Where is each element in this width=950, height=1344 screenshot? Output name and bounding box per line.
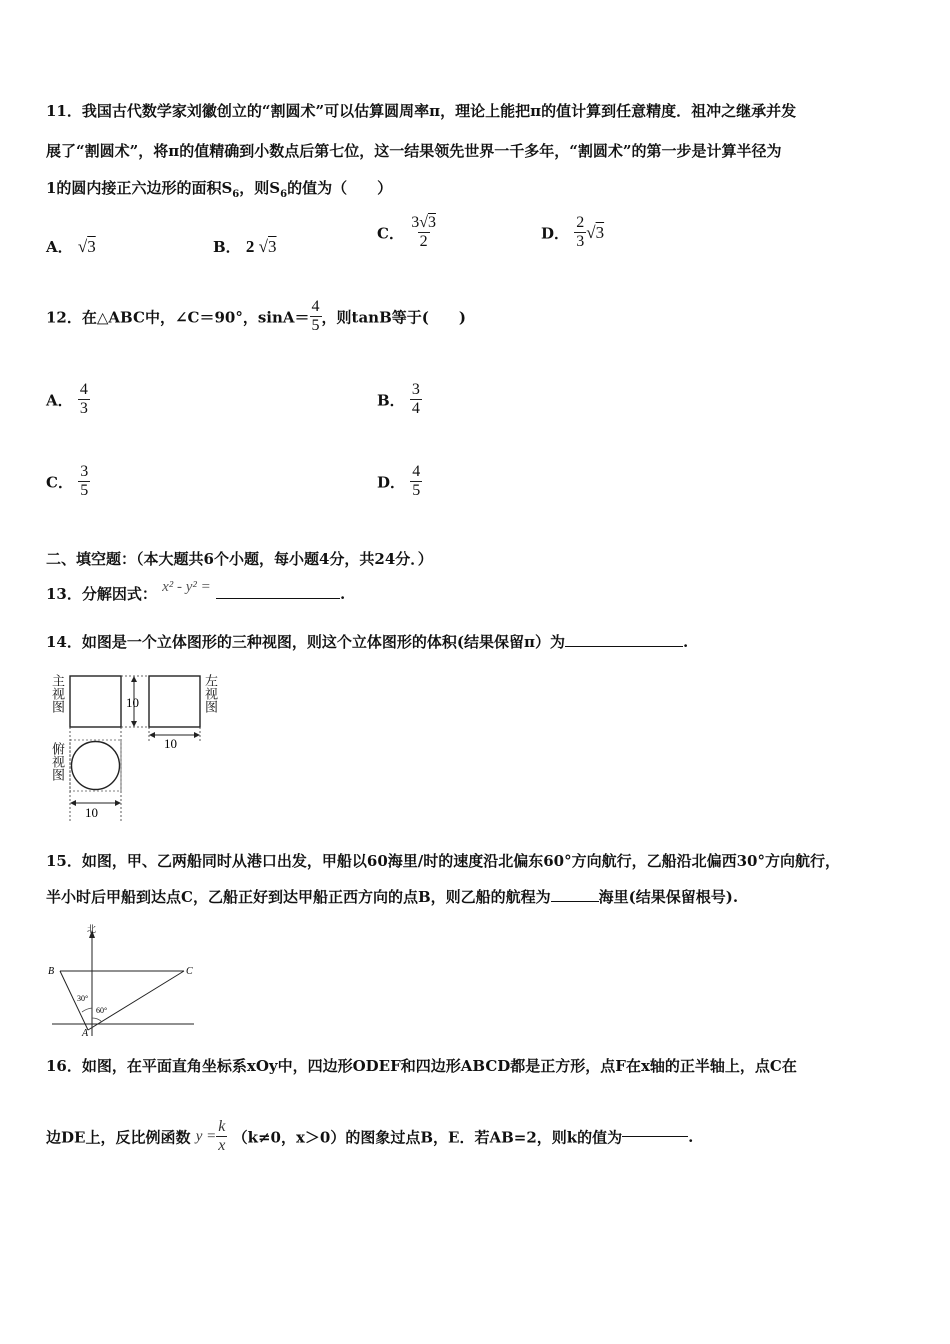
top-view-frame bbox=[70, 740, 121, 791]
angle-30-label: 30° bbox=[77, 994, 89, 1003]
q13-expression: x² - y² = bbox=[162, 579, 211, 595]
q11-option-c[interactable]: C． $\frac{3√3}{2}$ bbox=[377, 214, 436, 251]
point-c-label: C bbox=[186, 966, 193, 977]
frac-k-over-x: $\frac{k}{x}$ bbox=[218, 1118, 226, 1155]
front-view-square bbox=[70, 676, 121, 727]
frac-4-over-3: $\frac{4}{3}$ bbox=[79, 381, 88, 418]
frac-3-over-5: $\frac{3}{5}$ bbox=[80, 463, 89, 500]
sqrt-3: √3 bbox=[77, 237, 96, 256]
q16-line1: 16．如图，在平面直角坐标系xOy中，四边形ODEF和四边形ABCD都是正方形，点F在x轴的正半轴上，点C在 bbox=[46, 1057, 797, 1075]
q12-stem: 12．在△ABC中，∠C＝90°，sinA＝ $\frac{4}{5}$ ，则tanB等于( ) bbox=[46, 298, 466, 335]
q12-option-a[interactable]: A． $\frac{4}{3}$ bbox=[46, 381, 88, 418]
two-sqrt-3: 2 √3 bbox=[245, 237, 277, 256]
q12-option-b[interactable]: B． $\frac{3}{4}$ bbox=[377, 381, 420, 418]
q11-option-b[interactable]: B． 2 √3 bbox=[213, 237, 277, 256]
section-heading: 二、填空题：（本大题共6个小题，每小题4分，共24分．） bbox=[46, 550, 433, 568]
frac-4-over-5: $\frac{4}{5}$ bbox=[311, 298, 320, 335]
dim-height: 10 bbox=[126, 695, 139, 710]
q11-line2: 展了“割圆术”，将π的值精确到小数点后第七位，这一结果领先世界一千多年，“割圆术”的第一步是计算半径为 bbox=[46, 142, 782, 160]
q13-answer-blank[interactable] bbox=[216, 598, 340, 599]
q15-line2: 半小时后甲船到达点C，乙船正好到达甲船正西方向的点B，则乙船的航程为 海里(结果保留根号). bbox=[46, 888, 739, 906]
angle-60-label: 60° bbox=[96, 1006, 108, 1015]
q11-option-d[interactable]: D． $\frac{2}{3}$ √3 bbox=[541, 214, 605, 251]
q12-option-c[interactable]: C． $\frac{3}{5}$ bbox=[46, 463, 89, 500]
dim-side-width: 10 bbox=[164, 736, 177, 751]
top-view-circle bbox=[72, 742, 120, 790]
q16-line2: 边DE上，反比例函数 y = $\frac{k}{x}$ （k≠0，x＞0）的图象过点B，E．若AB=2，则k的值为 . bbox=[46, 1118, 694, 1155]
point-a-label: A bbox=[82, 1028, 89, 1038]
q14-stem: 14．如图是一个立体图形的三种视图，则这个立体图形的体积(结果保留π）为 . bbox=[46, 633, 689, 651]
q11-line1: 11．我国古代数学家刘徽创立的“割圆术”可以估算圆周率π，理论上能把π的值计算到任意精度．祖冲之继承并发 bbox=[46, 102, 797, 120]
point-b-label: B bbox=[48, 966, 55, 977]
side-view-square bbox=[149, 676, 200, 727]
q11-line3: 1的圆内接正六边形的面积$S_6$，则$S_6$的值为（ ） bbox=[46, 179, 393, 200]
frac-4-over-5: $\frac{4}{5}$ bbox=[412, 463, 421, 500]
q12-option-d[interactable]: D． $\frac{4}{5}$ bbox=[377, 463, 421, 500]
frac-3-over-4: $\frac{3}{4}$ bbox=[411, 381, 420, 418]
q16-answer-blank[interactable] bbox=[622, 1136, 688, 1137]
frac-3sqrt3-over-2: $\frac{3√3}{2}$ bbox=[411, 214, 436, 251]
three-view-figure bbox=[44, 672, 219, 822]
top-view-label: 俯视图 bbox=[49, 742, 64, 781]
north-label: 北 bbox=[87, 924, 97, 934]
func-y: y = bbox=[195, 1128, 217, 1145]
q14-answer-blank[interactable] bbox=[565, 646, 683, 647]
ships-figure bbox=[46, 922, 198, 1038]
frac-2-over-3: $\frac{2}{3}$ bbox=[576, 214, 585, 251]
side-view-label: 左视图 bbox=[202, 674, 217, 713]
sqrt-3: √3 bbox=[586, 222, 605, 242]
dim-top-width: 10 bbox=[85, 805, 98, 820]
q15-answer-blank[interactable] bbox=[551, 901, 599, 902]
q11-option-a[interactable]: A． √3 bbox=[46, 237, 96, 256]
q13-stem: 13．分解因式： x² - y² = . bbox=[46, 579, 346, 603]
q15-line1: 15．如图，甲、乙两船同时从港口出发，甲船以60海里/时的速度沿北偏东60°方向航行，乙船沿北偏西30°方向航行， bbox=[46, 852, 840, 870]
front-view-label: 主视图 bbox=[49, 674, 64, 713]
